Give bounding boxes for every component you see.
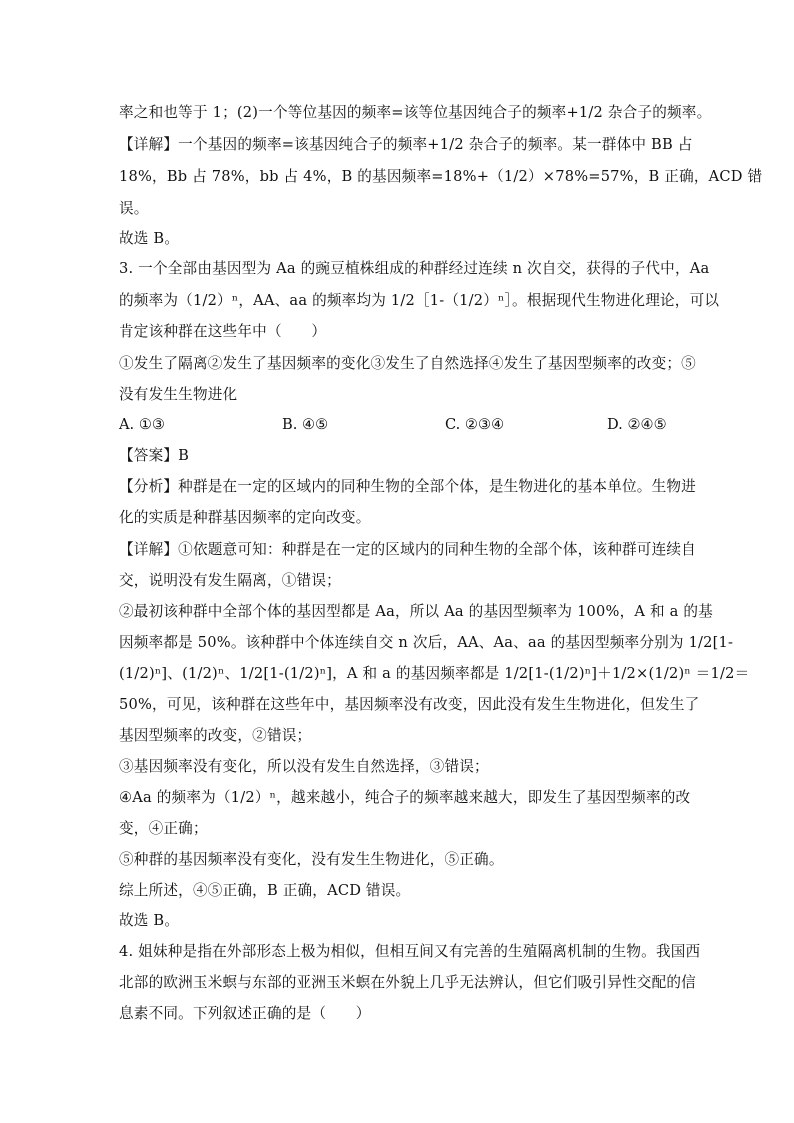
text-line: (1/2)ⁿ]、(1/2)ⁿ、1/2[1-(1/2)ⁿ]，A 和 a 的基因频率都是 1/2[1-(1/2)ⁿ]＋1/2×(1/2)ⁿ ＝1/2＝ <box>119 665 750 682</box>
option-c: C. ②③④ <box>445 416 505 433</box>
text-line: 【详解】一个基因的频率=该基因纯合子的频率+1/2 杂合子的频率。某一群体中 BB 占 <box>119 136 693 153</box>
text-line: 【详解】①依题意可知：种群是在一定的区域内的同种生物的全部个体，该种群可连续自 <box>119 541 696 558</box>
text-line: ①发生了隔离②发生了基因频率的变化③发生了自然选择④发生了基因型频率的改变；⑤ <box>119 355 696 372</box>
text-line: 的频率为（1/2）ⁿ，AA、aa 的频率均为 1/2［1-（1/2）ⁿ］。根据现代生物进化理论，可以 <box>119 292 720 309</box>
text-line: ②最初该种群中全部个体的基因型都是 Aa，所以 Aa 的基因型频率为 100%，A 和 a 的基 <box>119 603 713 620</box>
text-line: 【分析】种群是在一定的区域内的同种生物的全部个体，是生物进化的基本单位。生物进 <box>119 478 696 495</box>
text-line: 误。 <box>119 200 149 217</box>
text-line: 北部的欧洲玉米螟与东部的亚洲玉米螟在外貌上几乎无法辨认，但它们吸引异性交配的信 <box>119 974 696 991</box>
option-d: D. ②④⑤ <box>607 416 667 433</box>
text-line: 因频率都是 50%。该种群中个体连续自交 n 次后，AA、Aa、aa 的基因型频率分别为 1/2[1- <box>119 634 734 651</box>
text-line: 没有发生生物进化 <box>119 386 238 403</box>
text-line: 50%，可见，该种群在这些年中，基因频率没有改变，因此没有发生生物进化，但发生了 <box>119 696 700 713</box>
text-line: 变，④正确； <box>119 820 208 837</box>
text-line: ⑤种群的基因频率没有变化，没有发生生物进化，⑤正确。 <box>119 851 504 868</box>
text-line: ③基因频率没有变化，所以没有发生自然选择，③错误； <box>119 758 489 775</box>
text-line: 故选 B。 <box>119 230 180 247</box>
answer-label: 【答案】B <box>119 447 190 464</box>
text-line: 18%，Bb 占 78%，bb 占 4%，B 的基因频率=18%+（1/2）×78%=57%，B 正确，ACD 错 <box>119 168 763 185</box>
text-line: 率之和也等于 1；(2)一个等位基因的频率=该等位基因纯合子的频率+1/2 杂合子的频率。 <box>119 104 712 121</box>
text-line: 交，说明没有发生隔离，①错误； <box>119 572 341 589</box>
option-b: B. ④⑤ <box>282 416 329 433</box>
text-line: 基因型频率的改变，②错误； <box>119 727 312 744</box>
text-line: 息素不同。下列叙述正确的是（ ） <box>119 1005 371 1022</box>
text-line: 综上所述，④⑤正确，B 正确，ACD 错误。 <box>119 882 411 899</box>
text-line: 故选 B。 <box>119 912 180 929</box>
question-3-stem: 3. 一个全部由基因型为 Aa 的豌豆植株组成的种群经过连续 n 次自交，获得的子代中，Aa <box>119 260 710 277</box>
text-line: ④Aa 的频率为（1/2）ⁿ，越来越小，纯合子的频率越来越大，即发生了基因型频率的改 <box>119 789 691 806</box>
option-a: A. ①③ <box>119 416 165 433</box>
text-line: 化的实质是种群基因频率的定向改变。 <box>119 509 371 526</box>
text-line: 肯定该种群在这些年中（ ） <box>119 323 327 340</box>
question-4-stem: 4. 姐妹种是指在外部形态上极为相似，但相互间又有完善的生殖隔离机制的生物。我国西 <box>119 943 701 960</box>
